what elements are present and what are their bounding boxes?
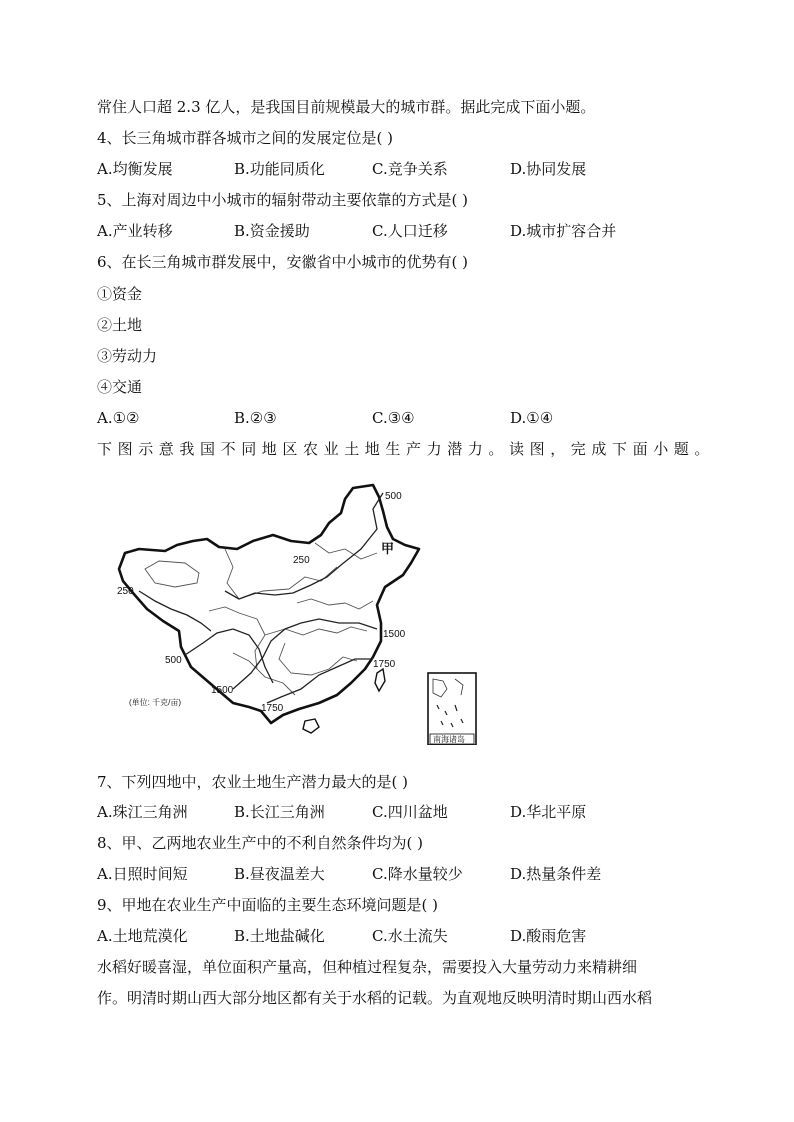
question-6-option-d[interactable]: D.①④ <box>510 409 554 427</box>
question-6-item-4: ④交通 <box>97 378 143 396</box>
question-6-option-c[interactable]: C.③④ <box>372 409 415 427</box>
question-6-option-b[interactable]: B.②③ <box>234 409 277 427</box>
question-4-option-c[interactable]: C.竞争关系 <box>372 160 448 178</box>
map-intro: 下图示意我国不同地区农业土地生产力潜力。读图，完成下面小题。 <box>97 440 716 458</box>
question-5-option-a[interactable]: A.产业转移 <box>97 222 173 240</box>
question-4-option-d[interactable]: D.协同发展 <box>510 160 587 178</box>
region-label-jia: 甲 <box>381 542 395 557</box>
question-9-option-a[interactable]: A.土地荒漠化 <box>97 927 188 945</box>
province-line <box>225 549 337 599</box>
question-9-option-c[interactable]: C.水土流失 <box>372 927 448 945</box>
province-line <box>297 599 373 609</box>
question-9-stem: 9、甲地在农业生产中面临的主要生态环境问题是( ) <box>97 896 439 914</box>
question-7-option-c[interactable]: C.四川盆地 <box>372 803 448 821</box>
question-4-option-b[interactable]: B.功能同质化 <box>234 160 325 178</box>
south-china-sea-inset <box>428 673 476 745</box>
taiwan-island <box>375 669 385 691</box>
question-5-option-d[interactable]: D.城市扩容合并 <box>510 222 617 240</box>
isoline-label: 500 <box>385 491 402 502</box>
province-line <box>145 561 199 587</box>
isoline-label: 1500 <box>383 629 406 640</box>
isoline-label: 250 <box>117 586 134 597</box>
question-6-item-2: ②土地 <box>97 316 143 334</box>
passage-tail: 常住人口超 2.3 亿人，是我国目前规模最大的城市群。据此完成下面小题。 <box>97 98 596 116</box>
question-8-option-c[interactable]: C.降水量较少 <box>372 865 463 883</box>
question-8-option-d[interactable]: D.热量条件差 <box>510 865 602 883</box>
question-9-option-d[interactable]: D.酸雨危害 <box>510 927 587 945</box>
isoline-label: 1500 <box>211 685 234 696</box>
question-4-stem: 4、长三角城市群各城市之间的发展定位是( ) <box>97 129 394 147</box>
question-8-option-b[interactable]: B.昼夜温差大 <box>234 865 325 883</box>
inset-label: 南海诸岛 <box>433 735 465 744</box>
province-line <box>279 643 357 675</box>
isoline-label: 1750 <box>261 703 284 714</box>
question-8-stem: 8、甲、乙两地农业生产中的不利自然条件均为( ) <box>97 834 424 852</box>
china-outline <box>119 485 419 723</box>
question-8-option-a[interactable]: A.日照时间短 <box>97 865 188 883</box>
next-passage-line-1: 水稻好暖喜湿，单位面积产量高，但种植过程复杂，需要投入大量劳动力来精耕细 <box>97 958 638 976</box>
agricultural-potential-map <box>115 483 500 745</box>
unit-label: (单位: 千克/亩) <box>129 698 181 707</box>
question-5-stem: 5、上海对周边中小城市的辐射带动主要依靠的方式是( ) <box>97 191 469 209</box>
question-6-item-3: ③劳动力 <box>97 347 158 365</box>
question-5-option-c[interactable]: C.人口迁移 <box>372 222 448 240</box>
question-7-option-b[interactable]: B.长江三角洲 <box>234 803 325 821</box>
province-line <box>209 607 265 669</box>
isoline-1750-east <box>267 659 373 703</box>
question-6-stem: 6、在长三角城市群发展中，安徽省中小城市的优势有( ) <box>97 253 469 271</box>
province-line <box>315 543 377 559</box>
question-6-option-a[interactable]: A.①② <box>97 409 140 427</box>
province-line <box>233 653 295 695</box>
question-9-option-b[interactable]: B.土地盐碱化 <box>234 927 325 945</box>
isoline-label: 1750 <box>373 659 396 670</box>
question-4-option-a[interactable]: A.均衡发展 <box>97 160 173 178</box>
isoline-label: 250 <box>293 555 310 566</box>
isoline-500-north <box>311 493 383 585</box>
question-7-option-a[interactable]: A.珠江三角洲 <box>97 803 188 821</box>
isoline-label: 500 <box>165 655 182 666</box>
next-passage-line-2: 作。明清时期山西大部分地区都有关于水稻的记载。为直观地反映明清时期山西水稻 <box>97 989 653 1007</box>
isoline-500-west <box>185 629 273 683</box>
hainan-island <box>303 719 319 733</box>
question-7-option-d[interactable]: D.华北平原 <box>510 803 587 821</box>
question-7-stem: 7、下列四地中，农业土地生产潜力最大的是( ) <box>97 773 409 791</box>
question-6-item-1: ①资金 <box>97 285 143 303</box>
question-5-option-b[interactable]: B.资金援助 <box>234 222 310 240</box>
